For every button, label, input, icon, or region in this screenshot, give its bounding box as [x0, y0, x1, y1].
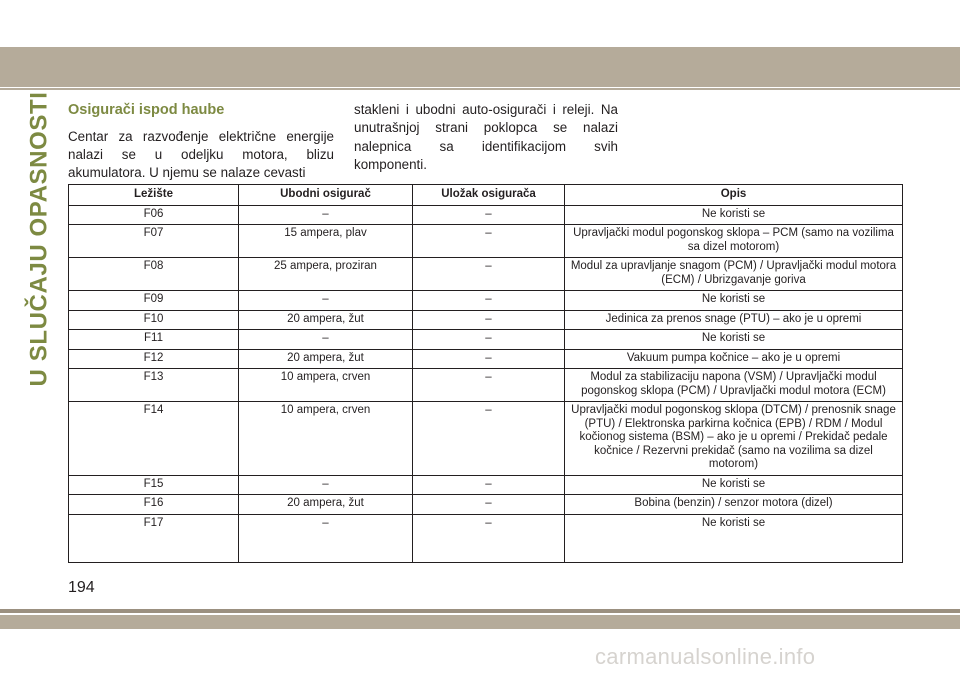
cell-blade-fuse: 15 ampera, plav	[239, 225, 413, 258]
table-row	[69, 495, 903, 515]
table-row	[69, 291, 903, 311]
table-row	[69, 475, 903, 495]
table-row	[69, 514, 903, 562]
table-row	[69, 369, 903, 402]
fuse-table	[68, 184, 903, 563]
cell-cartridge-fuse: –	[413, 330, 565, 350]
intro-paragraph-right: stakleni i ubodni auto-osigurači i releji. Na unutrašnjoj strani poklopca se nalazi nalepnica sa identifikacijom svih komponenti.	[354, 102, 618, 172]
cell-cartridge-fuse: –	[413, 514, 565, 562]
cell-description: Vakuum pumpa kočnice – ako je u opremi	[565, 349, 903, 369]
section-heading: Osigurači ispod haube	[68, 102, 225, 118]
cell-cavity: F15	[69, 475, 239, 495]
cell-cavity: F08	[69, 258, 239, 291]
cell-cavity: F11	[69, 330, 239, 350]
cell-blade-fuse: –	[239, 291, 413, 311]
cell-cartridge-fuse: –	[413, 402, 565, 476]
header-cavity: Ležište	[69, 185, 239, 206]
cell-cartridge-fuse: –	[413, 258, 565, 291]
cell-description: Jedinica za prenos snage (PTU) – ako je u opremi	[565, 310, 903, 330]
cell-blade-fuse: 20 ampera, žut	[239, 495, 413, 515]
cell-cavity: F07	[69, 225, 239, 258]
header-cartridge-fuse: Uložak osigurača	[413, 185, 565, 206]
cell-blade-fuse: 10 ampera, crven	[239, 369, 413, 402]
header-description: Opis	[565, 185, 903, 206]
cell-description: Ne koristi se	[565, 291, 903, 311]
top-decorative-band	[0, 47, 960, 87]
cell-description: Modul za stabilizaciju napona (VSM) / Upravljački modul pogonskog sklopa (PCM) / Upravljački modul motora (ECM)	[565, 369, 903, 402]
cell-description: Bobina (benzin) / senzor motora (dizel)	[565, 495, 903, 515]
cell-description: Ne koristi se	[565, 330, 903, 350]
cell-description: Upravljački modul pogonskog sklopa (DTCM) / prenosnik snage (PTU) / Elektronska parkirna kočnica (EPB) / RDM / Modul kočionog sistema (BSM) – ako je u opremi / Prekidač pedale kočnice / Rezervni prekidač (samo na vozilima sa dizel motorom)	[565, 402, 903, 476]
cell-cartridge-fuse: –	[413, 225, 565, 258]
cell-description: Upravljački modul pogonskog sklopa – PCM (samo na vozilima sa dizel motorom)	[565, 225, 903, 258]
cell-cavity: F10	[69, 310, 239, 330]
cell-blade-fuse: 20 ampera, žut	[239, 310, 413, 330]
cell-cavity: F13	[69, 369, 239, 402]
table-row	[69, 330, 903, 350]
intro-paragraph-left: Centar za razvođenje električne energije nalazi se u odeljku motora, blizu akumulatora. U njemu se nalaze cevasti	[68, 129, 334, 180]
table-row	[69, 205, 903, 225]
cell-cartridge-fuse: –	[413, 310, 565, 330]
cell-cavity: F06	[69, 205, 239, 225]
cell-description: Modul za upravljanje snagom (PCM) / Upravljački modul motora (ECM) / Ubrizgavanje goriva	[565, 258, 903, 291]
watermark-text: carmanualsonline.info	[595, 644, 816, 669]
cell-cavity: F09	[69, 291, 239, 311]
section-side-tab	[22, 91, 56, 387]
cell-blade-fuse: –	[239, 205, 413, 225]
cell-blade-fuse: –	[239, 330, 413, 350]
cell-cartridge-fuse: –	[413, 369, 565, 402]
cell-cartridge-fuse: –	[413, 475, 565, 495]
cell-blade-fuse: 10 ampera, crven	[239, 402, 413, 476]
cell-blade-fuse: 25 ampera, proziran	[239, 258, 413, 291]
table-row	[69, 258, 903, 291]
cell-cavity: F17	[69, 514, 239, 562]
cell-cavity: F14	[69, 402, 239, 476]
cell-cartridge-fuse: –	[413, 205, 565, 225]
bottom-decorative-band	[0, 615, 960, 629]
cell-cartridge-fuse: –	[413, 495, 565, 515]
cell-description: Ne koristi se	[565, 475, 903, 495]
top-decorative-line	[0, 88, 960, 90]
cell-blade-fuse: 20 ampera, žut	[239, 349, 413, 369]
section-side-tab-label: U SLUČAJU OPASNOSTI	[25, 91, 53, 387]
cell-description: Ne koristi se	[565, 205, 903, 225]
table-header-row	[69, 185, 903, 206]
table-row	[69, 349, 903, 369]
page-number: 194	[68, 579, 95, 596]
cell-cartridge-fuse: –	[413, 349, 565, 369]
cell-blade-fuse: –	[239, 475, 413, 495]
bottom-decorative-line	[0, 609, 960, 613]
cell-cavity: F12	[69, 349, 239, 369]
table-row	[69, 310, 903, 330]
header-blade-fuse: Ubodni osigurač	[239, 185, 413, 206]
table-row	[69, 225, 903, 258]
cell-cavity: F16	[69, 495, 239, 515]
cell-blade-fuse: –	[239, 514, 413, 562]
table-row	[69, 402, 903, 476]
cell-description: Ne koristi se	[565, 514, 903, 562]
cell-cartridge-fuse: –	[413, 291, 565, 311]
